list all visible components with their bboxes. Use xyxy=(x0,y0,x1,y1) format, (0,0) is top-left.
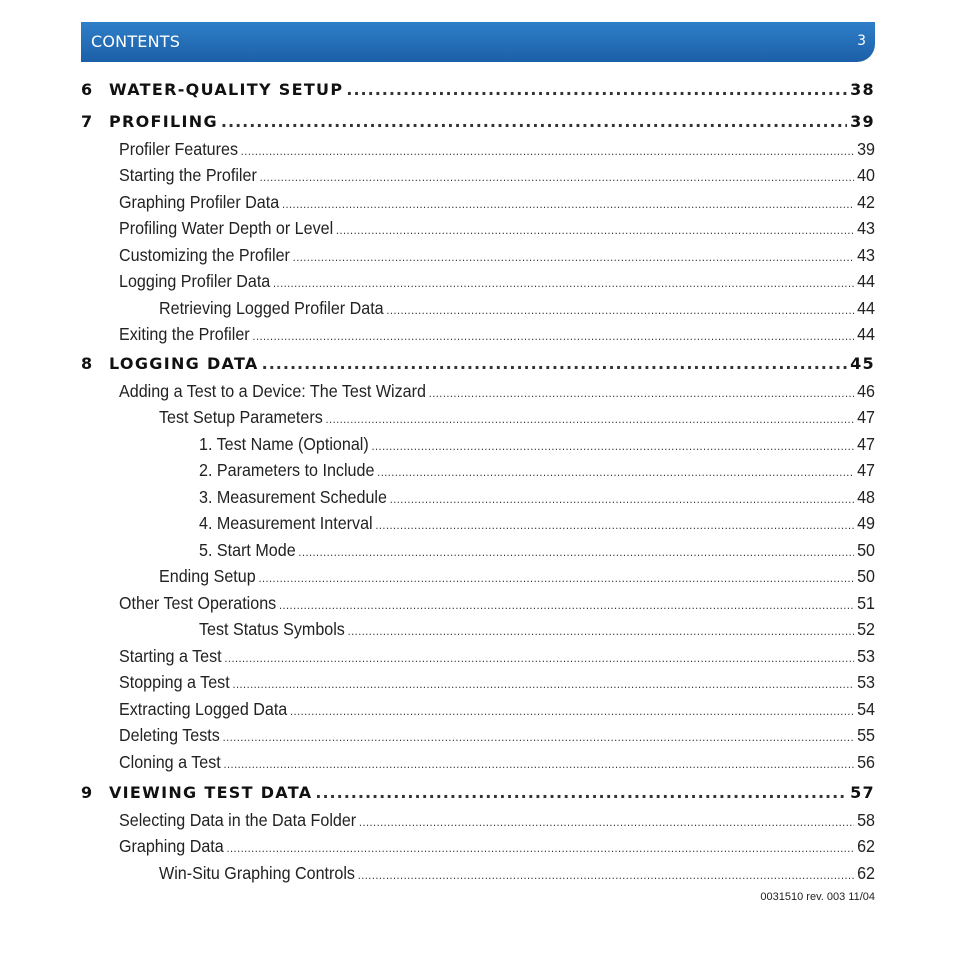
entry-label xyxy=(119,165,257,186)
entry-title: Win-Situ Graphing Controls xyxy=(159,863,355,883)
dot-leader xyxy=(298,545,854,559)
entry-label xyxy=(159,863,355,884)
dot-leader xyxy=(359,815,854,829)
dot-leader xyxy=(279,598,854,612)
entry-page-number: 43 xyxy=(857,245,875,265)
toc-section-entry[interactable] xyxy=(119,324,875,345)
entry-label xyxy=(119,192,279,213)
dot-leader xyxy=(336,223,854,237)
entry-page-number: 46 xyxy=(857,381,875,401)
entry-page-number: 51 xyxy=(857,593,875,613)
entry-label xyxy=(119,271,270,292)
toc-chapter-entry[interactable] xyxy=(81,80,875,99)
chapter-number: 9 xyxy=(81,783,94,802)
toc-section-entry[interactable] xyxy=(119,752,875,773)
toc-section-entry[interactable] xyxy=(119,218,875,239)
entry-title: 1. Test Name (Optional) xyxy=(199,434,369,454)
entry-label xyxy=(119,381,426,402)
entry-page-number: 47 xyxy=(857,460,875,480)
entry-page-number: 55 xyxy=(857,725,875,745)
dot-leader xyxy=(224,651,854,665)
entry-label xyxy=(199,487,387,508)
entry-label xyxy=(119,646,222,667)
entry-title: Starting a Test xyxy=(119,646,222,666)
toc-section-entry[interactable] xyxy=(159,298,875,319)
entry-label xyxy=(119,139,238,160)
dot-leader xyxy=(371,439,854,453)
entry-title: Deleting Tests xyxy=(119,725,220,745)
toc-section-entry[interactable] xyxy=(199,487,875,508)
entry-label xyxy=(119,245,290,266)
entry-page-number: 53 xyxy=(857,672,875,692)
toc-section-entry[interactable] xyxy=(199,434,875,455)
entry-page-number: 42 xyxy=(857,192,875,212)
toc-section-entry[interactable] xyxy=(119,810,875,831)
toc-section-entry[interactable] xyxy=(119,593,875,614)
dot-leader xyxy=(377,465,854,479)
entry-title: Selecting Data in the Data Folder xyxy=(119,810,357,830)
entry-label xyxy=(159,566,256,587)
toc-section-entry[interactable] xyxy=(119,672,875,693)
dot-leader xyxy=(223,730,855,744)
dot-leader xyxy=(282,197,854,211)
toc-section-entry[interactable] xyxy=(119,165,875,186)
entry-title: 2. Parameters to Include xyxy=(199,460,375,480)
dot-leader xyxy=(258,571,854,585)
chapter-number: 6 xyxy=(81,80,94,99)
entry-label xyxy=(119,725,220,746)
document-reference: 0031510 rev. 003 11/04 xyxy=(760,891,875,903)
entry-title: Test Setup Parameters xyxy=(159,407,323,427)
entry-page-number: 62 xyxy=(857,863,875,883)
entry-page-number: 47 xyxy=(857,407,875,427)
entry-title: Adding a Test to a Device: The Test Wizard xyxy=(119,381,426,401)
entry-page-number: 39 xyxy=(850,112,875,131)
entry-title: Other Test Operations xyxy=(119,593,277,613)
entry-title: 3. Measurement Schedule xyxy=(199,487,387,507)
header-page-number: 3 xyxy=(857,33,866,49)
entry-label xyxy=(119,836,224,857)
toc-section-entry[interactable] xyxy=(119,646,875,667)
toc-section-entry[interactable] xyxy=(119,271,875,292)
entry-title: Starting the Profiler xyxy=(119,165,257,185)
toc-section-entry[interactable] xyxy=(159,863,875,884)
entry-label xyxy=(159,298,384,319)
toc-section-entry[interactable] xyxy=(159,566,875,587)
dot-leader xyxy=(241,144,855,158)
entry-title: Customizing the Profiler xyxy=(119,245,290,265)
entry-page-number: 57 xyxy=(850,783,875,802)
dot-leader xyxy=(348,624,855,638)
dot-leader xyxy=(429,386,855,400)
entry-title: 4. Measurement Interval xyxy=(199,513,373,533)
entry-page-number: 50 xyxy=(857,540,875,560)
toc-chapter-entry[interactable] xyxy=(81,112,875,131)
entry-title: 5. Start Mode xyxy=(199,540,296,560)
entry-label xyxy=(159,407,323,428)
entry-label xyxy=(119,699,287,720)
dot-leader xyxy=(346,80,847,99)
dot-leader xyxy=(252,329,854,343)
entry-label xyxy=(199,540,296,561)
entry-title: Graphing Data xyxy=(119,836,224,856)
entry-label xyxy=(119,218,333,239)
dot-leader xyxy=(260,170,855,184)
toc-section-entry[interactable] xyxy=(119,192,875,213)
dot-leader xyxy=(390,492,855,506)
toc-section-entry[interactable] xyxy=(159,407,875,428)
entry-title: PROFILING xyxy=(109,112,218,131)
entry-label xyxy=(119,752,221,773)
entry-label xyxy=(119,593,276,614)
page-header-banner xyxy=(81,22,875,62)
dot-leader xyxy=(326,412,855,426)
entry-page-number: 50 xyxy=(857,566,875,586)
dot-leader xyxy=(358,868,855,882)
entry-title: Ending Setup xyxy=(159,566,256,586)
entry-page-number: 39 xyxy=(857,139,875,159)
entry-label xyxy=(81,783,312,802)
entry-page-number: 40 xyxy=(857,165,875,185)
dot-leader xyxy=(224,757,855,771)
toc-section-entry[interactable] xyxy=(199,513,875,534)
dot-leader xyxy=(290,704,854,718)
dot-leader xyxy=(232,677,854,691)
entry-label xyxy=(81,80,343,99)
entry-page-number: 52 xyxy=(857,619,875,639)
toc-section-entry[interactable] xyxy=(199,619,875,640)
header-title: CONTENTS xyxy=(91,32,181,51)
dot-leader xyxy=(375,518,854,532)
entry-page-number: 62 xyxy=(857,836,875,856)
entry-title: WATER-QUALITY SETUP xyxy=(109,80,344,99)
entry-page-number: 45 xyxy=(850,354,875,373)
entry-title: Graphing Profiler Data xyxy=(119,192,280,212)
entry-label xyxy=(199,434,369,455)
toc-chapter-entry[interactable] xyxy=(81,354,875,373)
chapter-number: 7 xyxy=(81,112,94,131)
toc-section-entry[interactable] xyxy=(119,699,875,720)
toc-section-entry[interactable] xyxy=(119,725,875,746)
dot-leader xyxy=(273,276,854,290)
entry-page-number: 58 xyxy=(857,810,875,830)
entry-label xyxy=(199,460,374,481)
entry-title: Exiting the Profiler xyxy=(119,324,250,344)
entry-title: LOGGING DATA xyxy=(109,354,259,373)
entry-title: VIEWING TEST DATA xyxy=(109,783,313,802)
entry-title: Cloning a Test xyxy=(119,752,221,772)
toc-section-entry[interactable] xyxy=(119,245,875,266)
dot-leader xyxy=(262,354,848,373)
toc-section-entry[interactable] xyxy=(119,381,875,402)
entry-label xyxy=(81,354,259,373)
entry-title: Stopping a Test xyxy=(119,672,230,692)
entry-title: Test Status Symbols xyxy=(199,619,345,639)
toc-section-entry[interactable] xyxy=(199,460,875,481)
entry-label xyxy=(119,324,250,345)
entry-page-number: 44 xyxy=(857,298,875,318)
dot-leader xyxy=(293,250,855,264)
dot-leader xyxy=(221,112,847,131)
entry-page-number: 53 xyxy=(857,646,875,666)
entry-label xyxy=(119,810,356,831)
entry-page-number: 44 xyxy=(857,271,875,291)
entry-title: Profiling Water Depth or Level xyxy=(119,218,334,238)
toc-section-entry[interactable] xyxy=(119,836,875,857)
entry-page-number: 54 xyxy=(857,699,875,719)
entry-label xyxy=(119,672,230,693)
entry-page-number: 56 xyxy=(857,752,875,772)
entry-title: Profiler Features xyxy=(119,139,239,159)
entry-page-number: 38 xyxy=(850,80,875,99)
entry-title: Retrieving Logged Profiler Data xyxy=(159,298,384,318)
toc-section-entry[interactable] xyxy=(199,540,875,561)
entry-title: Logging Profiler Data xyxy=(119,271,271,291)
dot-leader xyxy=(226,841,854,855)
toc-section-entry[interactable] xyxy=(119,139,875,160)
toc-chapter-entry[interactable] xyxy=(81,783,875,802)
chapter-number: 8 xyxy=(81,354,94,373)
entry-page-number: 49 xyxy=(857,513,875,533)
entry-page-number: 44 xyxy=(857,324,875,344)
entry-page-number: 48 xyxy=(857,487,875,507)
entry-page-number: 43 xyxy=(857,218,875,238)
entry-label xyxy=(199,513,373,534)
entry-title: Extracting Logged Data xyxy=(119,699,288,719)
entry-label xyxy=(81,112,218,131)
entry-label xyxy=(199,619,345,640)
dot-leader xyxy=(386,303,854,317)
dot-leader xyxy=(315,783,847,802)
entry-page-number: 47 xyxy=(857,434,875,454)
